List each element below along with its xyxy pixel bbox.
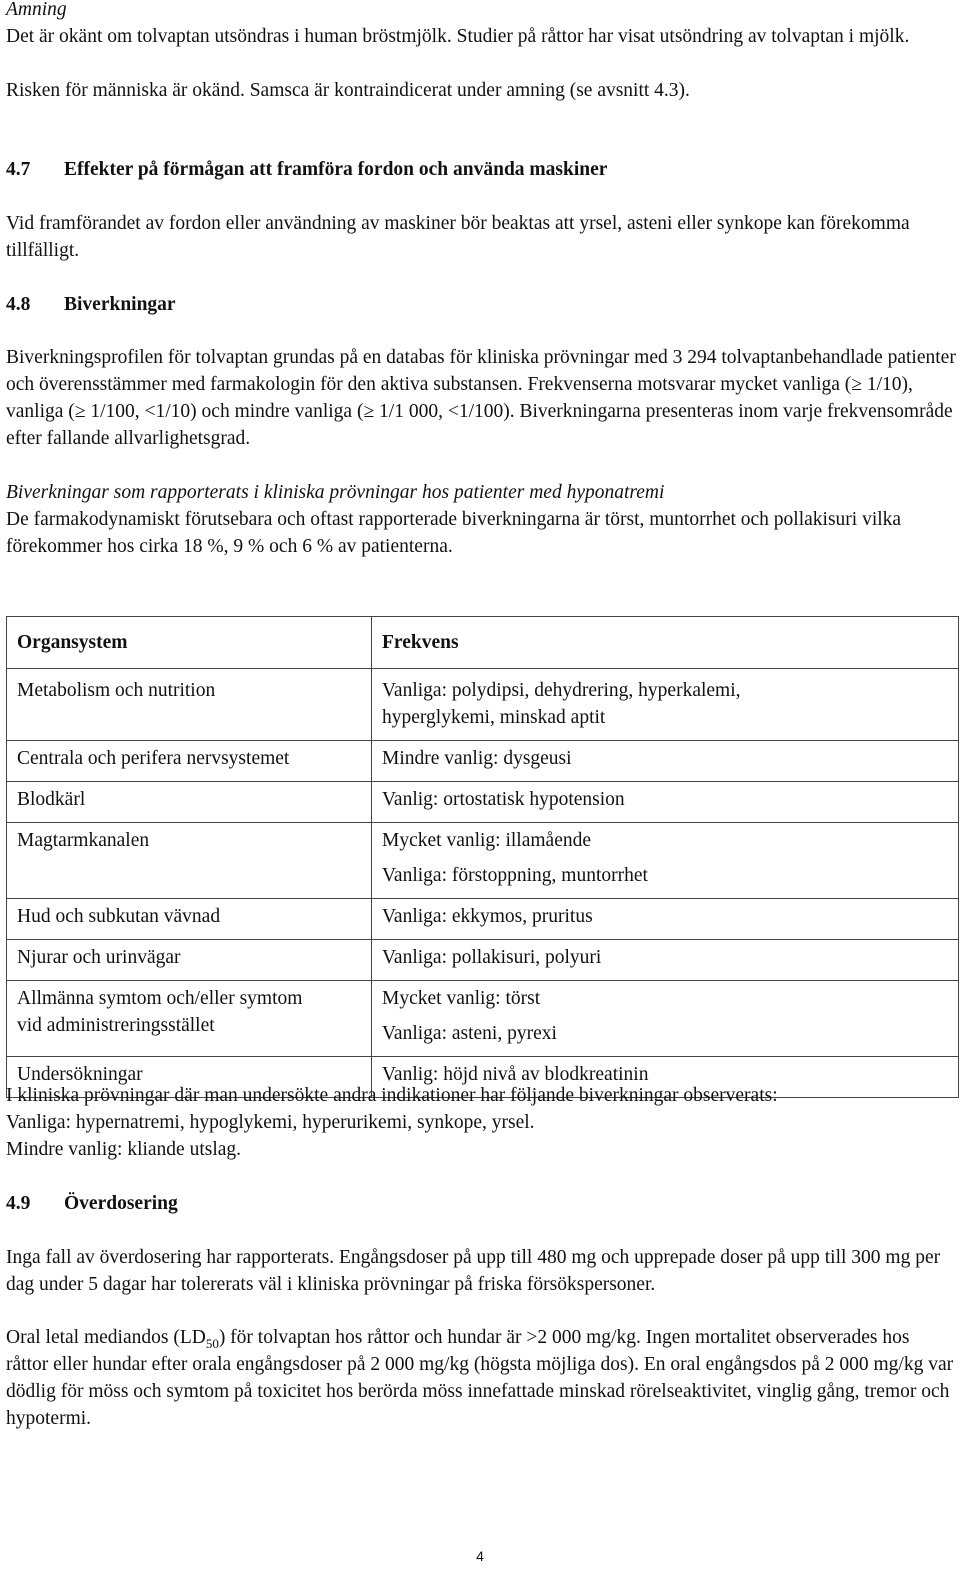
adverse-reactions-table <box>6 616 959 1098</box>
ld-text-continued: ) för tolvaptan hos råttor och hundar är >2 000 mg/kg. Ingen mortalitet observerades hos råttor eller hundar efter orala engångsdoser på 2 000 mg/kg (högsta möjliga dos). En oral engångsdos på 2 000 mg/kg var dödlig för möss och symtom på toxicitet hos berörda möss innefattade minskad rörelseaktivitet, vinglig gång, tremor och hypotermi. <box>6 1327 954 1429</box>
frequency-line: Mycket vanlig: törst <box>382 988 541 1009</box>
section-4-7-paragraph: Vid framförandet av fordon eller användning av maskiner bör beaktas att yrsel, asteni eller synkope kan förekomma tillfälligt. <box>6 213 910 261</box>
frequency-cell: Mindre vanlig: dysgeusi <box>372 741 959 782</box>
section-title: Biverkningar <box>64 294 176 315</box>
table-row <box>7 782 959 823</box>
frequency-line: Mycket vanlig: illamående <box>382 830 592 851</box>
table-row <box>7 823 959 899</box>
organ-cell: Hud och subkutan vävnad <box>7 899 372 940</box>
frequency-cell: Vanlig: höjd nivå av blodkreatinin <box>372 1057 959 1098</box>
frequency-line: Vanliga: asteni, pyrexi <box>382 1023 557 1044</box>
table-row <box>7 669 959 741</box>
section-4-9-paragraph-1: Inga fall av överdosering har rapporterats. Engångsdoser på upp till 480 mg och upprepade doser på upp till 300 mg per dag under 5 dagar har tolererats väl i kliniska prövningar på friska försökspersoner. <box>6 1247 941 1295</box>
section-4-8-paragraph-2: De farmakodynamiskt förutsebara och oftast rapporterade biverkningarna är törst, muntorrhet och pollakisuri vilka förekommer hos cirka 18 %, 9 % och 6 % av patienterna. <box>6 509 902 557</box>
frequency-line: hyperglykemi, minskad aptit <box>382 707 606 728</box>
table-row <box>7 940 959 981</box>
section-4-8 <box>6 291 956 560</box>
section-4-8-paragraph-1: Biverkningsprofilen för tolvaptan grundas på en databas för kliniska prövningar med 3 294 tolvaptanbehandlade patienter och överensstämmer med farmakologin för den aktiva substansen. Frekvenserna motsvarar mycket vanliga (≥ 1/10), vanliga (≥ 1/100, <1/10) och mindre vanliga (≥ 1/1 000, <1/100). Biverkningarna presenteras inom varje frekvensområde efter fallande allvarlighetsgrad. <box>6 347 956 449</box>
section-number: 4.8 <box>6 294 31 315</box>
organ-line: vid administreringsstället <box>17 1015 215 1036</box>
post-table-line-3: Mindre vanlig: kliande utslag. <box>6 1139 242 1160</box>
section-4-8-heading <box>6 291 956 318</box>
frequency-cell <box>372 669 959 741</box>
frequency-line: Vanliga: polydipsi, dehydrering, hyperkalemi, <box>382 680 741 701</box>
frequency-cell: Vanliga: ekkymos, pruritus <box>372 899 959 940</box>
organ-cell: Njurar och urinvägar <box>7 940 372 981</box>
frequency-cell <box>372 981 959 1057</box>
organ-cell: Metabolism och nutrition <box>7 669 372 741</box>
table-row <box>7 741 959 782</box>
table-header-row <box>7 617 959 669</box>
section-amning <box>6 0 956 104</box>
post-table-text <box>6 1082 956 1163</box>
organ-cell: Undersökningar <box>7 1057 372 1098</box>
table-row <box>7 981 959 1057</box>
section-4-9 <box>6 1190 956 1432</box>
ld-subscript: 50 <box>205 1335 219 1351</box>
page-number: 4 <box>476 1548 484 1564</box>
section-title: Effekter på förmågan att framföra fordon och använda maskiner <box>64 159 608 180</box>
section-4-8-subheading: Biverkningar som rapporterats i kliniska prövningar hos patienter med hyponatremi <box>6 482 665 503</box>
organ-cell: Blodkärl <box>7 782 372 823</box>
section-title: Överdosering <box>64 1193 178 1214</box>
organ-cell: Centrala och perifera nervsystemet <box>7 741 372 782</box>
section-number: 4.7 <box>6 159 31 180</box>
organ-cell: Magtarmkanalen <box>7 823 372 899</box>
organ-line: Allmänna symtom och/eller symtom <box>17 988 303 1009</box>
section-4-9-heading <box>6 1190 956 1217</box>
section-number: 4.9 <box>6 1193 31 1214</box>
column-header-organsystem: Organsystem <box>7 617 372 669</box>
amning-paragraph-2: Risken för människa är okänd. Samsca är kontraindicerat under amning (se avsnitt 4.3). <box>6 80 690 101</box>
organ-cell <box>7 981 372 1057</box>
section-4-7-heading <box>6 156 956 183</box>
ld-text: Oral letal mediandos (LD <box>6 1327 206 1348</box>
amning-paragraph-1: Det är okänt om tolvaptan utsöndras i human bröstmjölk. Studier på råttor har visat utsöndring av tolvaptan i mjölk. <box>6 26 910 47</box>
post-table-line-1: I kliniska prövningar där man undersökte andra indikationer har följande biverkningar observerats: <box>6 1085 778 1106</box>
frequency-cell: Vanliga: pollakisuri, polyuri <box>372 940 959 981</box>
section-4-7 <box>6 156 956 264</box>
frequency-cell <box>372 823 959 899</box>
frequency-cell: Vanlig: ortostatisk hypotension <box>372 782 959 823</box>
post-table-line-2: Vanliga: hypernatremi, hypoglykemi, hyperurikemi, synkope, yrsel. <box>6 1112 535 1133</box>
section-4-9-paragraph-2 <box>6 1324 956 1432</box>
column-header-frekvens: Frekvens <box>372 617 959 669</box>
amning-heading: Amning <box>6 0 67 20</box>
table-row <box>7 899 959 940</box>
frequency-line: Vanliga: förstoppning, muntorrhet <box>382 865 648 886</box>
